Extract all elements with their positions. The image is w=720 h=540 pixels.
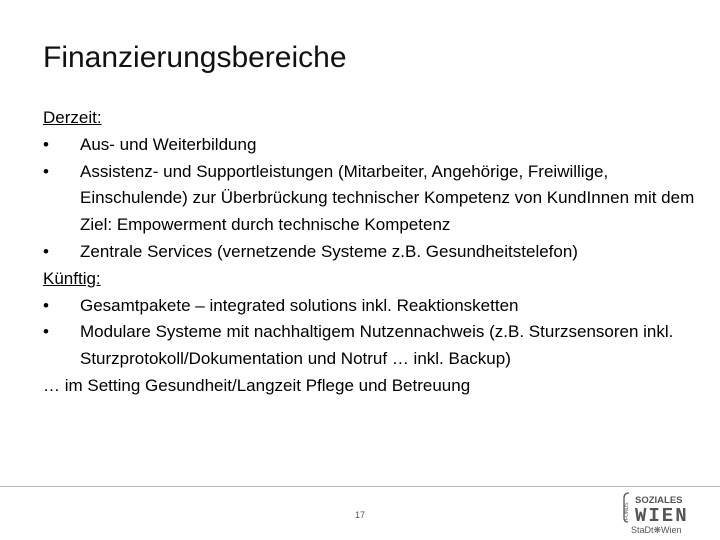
bullet-text: Gesamtpakete – integrated solutions inkl. Reaktionsketten — [80, 295, 519, 315]
bullet-icon: • — [43, 134, 49, 154]
fonds-soziales-wien-logo — [623, 491, 713, 535]
bullet-text: Zentrale Services (vernetzende Systeme z.B. Gesundheitstelefon) — [80, 241, 578, 261]
slide-body — [43, 105, 703, 400]
bullet-item — [43, 132, 703, 159]
slide-title: Finanzierungsbereiche — [43, 41, 347, 74]
bullet-item — [43, 293, 703, 320]
page-number: 17 — [354, 510, 365, 520]
bullet-icon: • — [43, 322, 49, 342]
kuenftig-heading: Künftig: — [43, 268, 101, 288]
logo-graphic — [623, 491, 713, 535]
footer-divider — [0, 486, 720, 487]
logo-main-text: WIEN — [635, 505, 689, 527]
logo-side-text: FONDS — [624, 502, 630, 520]
bullet-item — [43, 159, 703, 239]
logo-bottom-text: StaDt❋Wien — [631, 525, 682, 535]
derzeit-heading: Derzeit: — [43, 108, 102, 127]
bullet-item — [43, 239, 703, 266]
bullet-text: Assistenz- und Supportleistungen (Mitarbeiter, Angehörige, Freiwillige, Einschulende) zur Überbrückung technischer Kompetenz von KundInnen mit dem Ziel: Empowerment durch technische Kompetenz — [80, 161, 695, 235]
bullet-text: Modulare Systeme mit nachhaltigem Nutzennachweis (z.B. Sturzsensoren inkl. Sturzprotokoll/Dokumentation und Notruf … inkl. Backup) — [80, 322, 674, 369]
bullet-icon: • — [43, 295, 49, 315]
bullet-text: Aus- und Weiterbildung — [80, 134, 257, 154]
closing-line: … im Setting Gesundheit/Langzeit Pflege und Betreuung — [43, 375, 471, 395]
bullet-item — [43, 319, 703, 373]
bullet-icon: • — [43, 241, 49, 261]
logo-top-text: SOZIALES — [635, 495, 683, 506]
bullet-icon: • — [43, 161, 49, 181]
